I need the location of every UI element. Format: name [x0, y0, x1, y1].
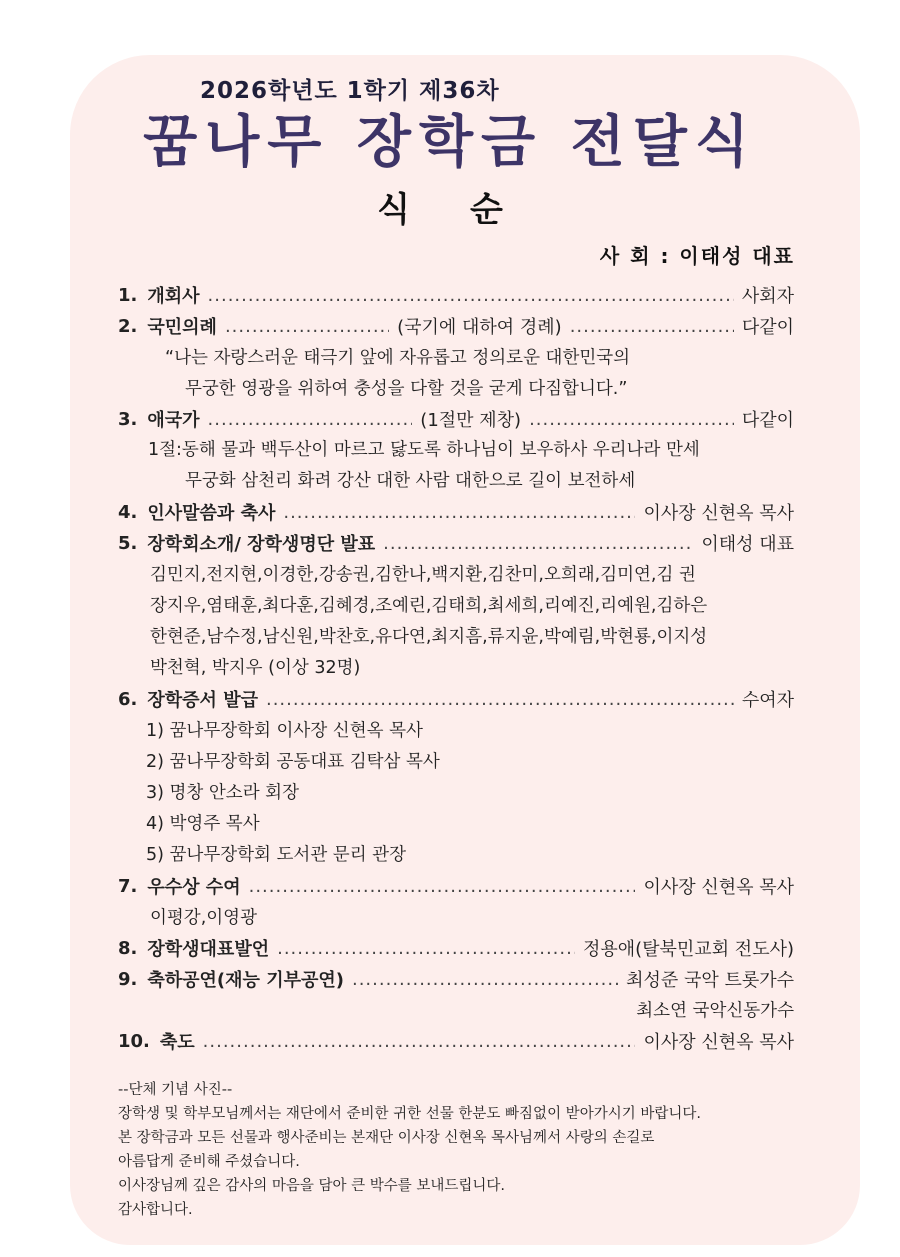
program-item-3 [118, 403, 794, 435]
program-item-2 [118, 310, 794, 342]
item-number: 10. [118, 1030, 150, 1052]
item-number: 6. [118, 688, 138, 710]
item-performer: 이사장 신현옥 목사 [643, 503, 794, 524]
presenter-5: 5) 꿈나무장학회 도서관 문리 관장 [146, 845, 406, 865]
presenter-2: 2) 꿈나무장학회 공동대표 김탁삼 목사 [146, 752, 440, 772]
item-number: 4. [118, 501, 138, 523]
award-recipients: 이평강,이영광 [150, 908, 257, 928]
anthem-line-2: 무궁화 삼천리 화려 강산 대한 사람 대한으로 길이 보전하세 [185, 471, 636, 491]
leader-dots [203, 1031, 636, 1052]
item-note: (국기에 대하여 경례) [397, 317, 562, 338]
program-card [70, 55, 860, 1245]
leader-dots [383, 533, 693, 554]
pledge-line-1: “나는 자랑스러운 태극기 앞에 자유롭고 정의로운 대한민국의 [165, 348, 631, 368]
item-number: 9. [118, 968, 138, 990]
item-label: 우수상 수여 [147, 877, 241, 898]
student-line-3: 한현준,남수정,남신원,박찬호,유다연,최지흠,류지윤,박예림,박현룡,이지성 [150, 627, 708, 647]
footer-line-3: 아름답게 준비해 주셨습니다. [118, 1154, 300, 1170]
program-item-4 [118, 496, 794, 528]
item-label: 축도 [159, 1032, 195, 1053]
leader-dots [249, 876, 636, 897]
footer-line-1: 장학생 및 학부모님께서는 재단에서 준비한 귀한 선물 한분도 빠짐없이 받아가시기 바랍니다. [118, 1106, 701, 1122]
item-performer: 이태성 대표 [701, 534, 794, 555]
performer-2: 최소연 국악신동가수 [636, 1001, 794, 1021]
item-number: 5. [118, 532, 138, 554]
presenter-3: 3) 명창 안소라 회장 [146, 783, 299, 803]
item-number: 8. [118, 937, 138, 959]
footer-line-5: 감사합니다. [118, 1202, 193, 1218]
item-performer: 이사장 신현옥 목사 [643, 877, 794, 898]
item-number: 2. [118, 315, 138, 337]
item-label: 애국가 [147, 410, 200, 431]
item-number: 7. [118, 875, 138, 897]
program-item-6 [118, 683, 794, 715]
program-item-7 [118, 870, 794, 902]
presenter-4: 4) 박영주 목사 [146, 814, 260, 834]
student-line-2: 장지우,염태훈,최다훈,김혜경,조예린,김태희,최세희,리예진,리예원,김하은 [150, 596, 708, 616]
event-title: 꿈나무 장학금 전달식 [143, 110, 757, 175]
item-label: 개회사 [147, 286, 200, 307]
program-item-8 [118, 932, 794, 964]
item-label: 인사말씀과 축사 [147, 503, 276, 524]
item-note: (1절만 제창) [420, 410, 522, 431]
item-label: 장학증서 발급 [147, 690, 258, 711]
item-performer: 수여자 [741, 690, 794, 711]
leader-dots [283, 502, 635, 523]
presenter-1: 1) 꿈나무장학회 이사장 신현옥 목사 [146, 721, 423, 741]
host-label: 사 회 : 이태성 대표 [599, 244, 795, 268]
item-label: 장학생대표발언 [147, 939, 270, 960]
leader-dots [570, 316, 734, 337]
footer-line-4: 이사장님께 깊은 감사의 마음을 담아 큰 박수를 보내드립니다. [118, 1178, 506, 1194]
item-performer: 최성준 국악 트롯가수 [626, 970, 794, 991]
leader-dots [208, 285, 734, 306]
item-number: 3. [118, 408, 138, 430]
item-performer: 이사장 신현옥 목사 [643, 1032, 794, 1053]
anthem-line-1: 1절:동해 물과 백두산이 마르고 닳도록 하나님이 보우하사 우리나라 만세 [148, 440, 700, 460]
order-heading: 식순 [377, 190, 563, 230]
leader-dots [277, 938, 575, 959]
item-performer: 다같이 [741, 317, 795, 338]
footer-photo-note: --단체 기념 사진-- [118, 1082, 233, 1098]
item-performer: 사회자 [741, 286, 794, 307]
item-performer: 정용애(탈북민교회 전도사) [582, 939, 794, 960]
leader-dots [529, 409, 734, 430]
program-item-9 [118, 963, 794, 995]
leader-dots [208, 409, 413, 430]
leader-dots [266, 689, 734, 710]
pledge-line-2: 무궁한 영광을 위하여 충성을 다할 것을 굳게 다짐합니다.” [185, 379, 628, 399]
item-label: 국민의례 [147, 317, 217, 338]
student-line-1: 김민지,전지현,이경한,강송권,김한나,백지환,김찬미,오희래,김미연,김 권 [150, 565, 696, 585]
program-item-1 [118, 279, 794, 311]
leader-dots [352, 969, 618, 990]
item-performer: 다같이 [741, 410, 794, 431]
program-item-10 [118, 1025, 794, 1057]
item-label: 장학회소개/ 장학생명단 발표 [147, 534, 376, 555]
leader-dots [225, 316, 389, 337]
item-label: 축하공연(재능 기부공연) [147, 970, 344, 991]
event-subtitle: 2026학년도 1학기 제36차 [200, 78, 500, 104]
program-item-5 [118, 527, 794, 559]
item-number: 1. [118, 284, 138, 306]
student-line-4: 박천혁, 박지우 (이상 32명) [150, 658, 361, 678]
footer-line-2: 본 장학금과 모든 선물과 행사준비는 본재단 이사장 신현옥 목사님께서 사랑의 손길로 [118, 1130, 655, 1146]
